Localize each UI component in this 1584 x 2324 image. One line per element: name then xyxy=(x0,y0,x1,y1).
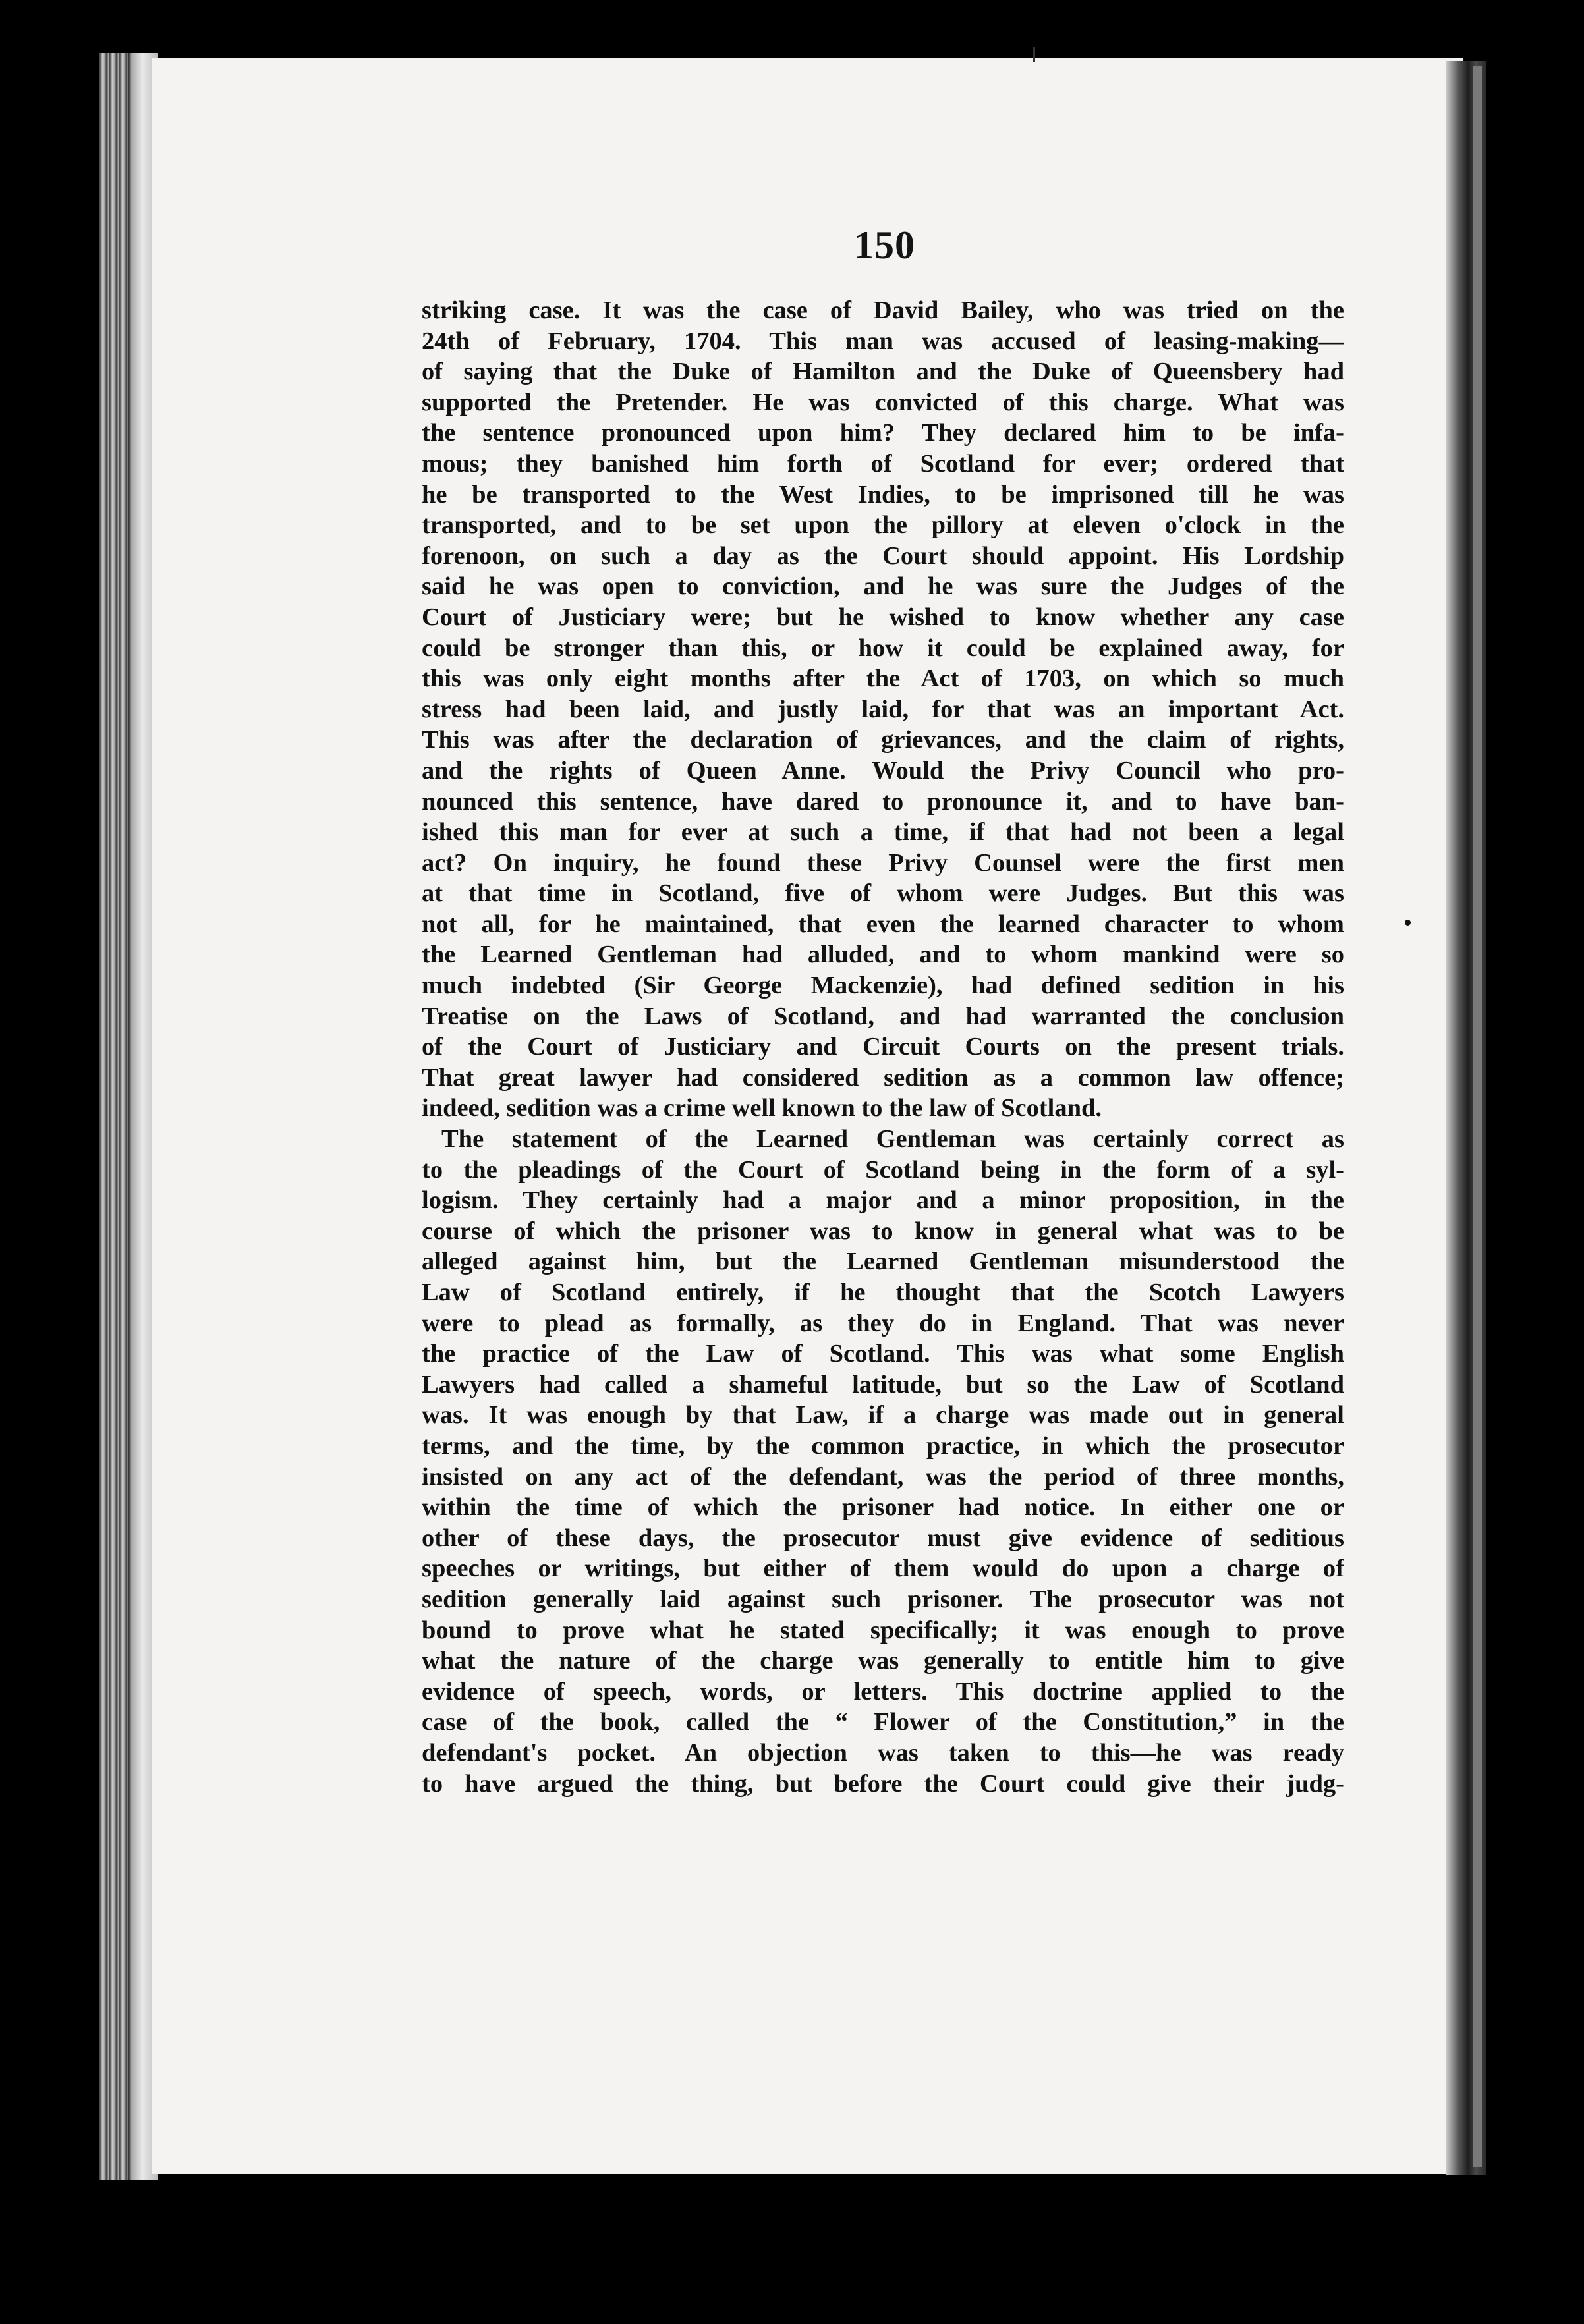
text-line: stress had been laid, and justly laid, for that was an important Act. xyxy=(422,695,1344,723)
margin-dot-mark xyxy=(1405,920,1411,926)
text-line: was. It was enough by that Law, if a charge was made out in general xyxy=(422,1401,1344,1429)
text-line: evidence of speech, words, or letters. This doctrine applied to the xyxy=(422,1677,1344,1705)
text-line: bound to prove what he stated specifically; it was enough to prove xyxy=(422,1616,1344,1644)
text-line: much indebted (Sir George Mackenzie), had defined sedition in his xyxy=(422,972,1344,1000)
text-line: forenoon, on such a day as the Court should appoint. His Lordship xyxy=(422,541,1344,570)
text-line: striking case. It was the case of David Bailey, who was tried on the xyxy=(422,296,1344,324)
text-line: were to plead as formally, as they do in England. That was never xyxy=(422,1309,1344,1337)
text-line: supported the Pretender. He was convicted of this charge. What was xyxy=(422,388,1344,416)
text-line: of the Court of Justiciary and Circuit Courts on the present trials. xyxy=(422,1033,1344,1061)
text-line: at that time in Scotland, five of whom were Judges. But this was xyxy=(422,879,1344,908)
text-line: he be transported to the West Indies, to be imprisoned till he was xyxy=(422,480,1344,509)
text-line: sedition generally laid against such prisoner. The prosecutor was not xyxy=(422,1585,1344,1613)
text-line: could be stronger than this, or how it could be explained away, for xyxy=(422,634,1344,662)
text-line: The statement of the Learned Gentleman was certainly correct as xyxy=(441,1125,1344,1153)
text-line: alleged against him, but the Learned Gentleman misunderstood the xyxy=(422,1248,1344,1276)
text-line: not all, for he maintained, that even the learned character to whom xyxy=(422,910,1344,938)
text-line: other of these days, the prosecutor must give evidence of seditious xyxy=(422,1524,1344,1552)
text-line: insisted on any act of the defendant, was the period of three months, xyxy=(422,1462,1344,1491)
text-line: the practice of the Law of Scotland. This was what some English xyxy=(422,1340,1344,1368)
text-line: what the nature of the charge was generally to entitle him to give xyxy=(422,1647,1344,1675)
text-line: nounced this sentence, have dared to pronounce it, and to have ban- xyxy=(422,787,1344,816)
text-line: to have argued the thing, but before the Court could give their judg- xyxy=(422,1769,1344,1798)
text-line: case of the book, called the “ Flower of the Constitution,” in the xyxy=(422,1708,1344,1736)
text-line: Treatise on the Laws of Scotland, and had warranted the conclusion xyxy=(422,1002,1344,1030)
page-number: 150 xyxy=(854,223,915,267)
text-line: said he was open to conviction, and he was sure the Judges of the xyxy=(422,572,1344,601)
text-line: course of which the prisoner was to know in general what was to be xyxy=(422,1217,1344,1245)
text-line: mous; they banished him forth of Scotland for ever; ordered that xyxy=(422,449,1344,478)
text-line: Law of Scotland entirely, if he thought that the Scotch Lawyers xyxy=(422,1279,1344,1306)
text-line: act? On inquiry, he found these Privy Counsel were the first men xyxy=(422,848,1344,877)
text-line: Lawyers had called a shameful latitude, but so the Law of Scotland xyxy=(422,1370,1344,1398)
text-line: to the pleadings of the Court of Scotland being in the form of a syl- xyxy=(422,1155,1344,1184)
text-line: indeed, sedition was a crime well known to the law of Scotland. xyxy=(422,1094,1102,1122)
scan-artifact-mark xyxy=(1033,47,1035,62)
text-line: defendant's pocket. An objection was taken to this—he was ready xyxy=(422,1738,1344,1767)
text-line: logism. They certainly had a major and a minor proposition, in the xyxy=(422,1186,1344,1215)
text-line: ished this man for ever at such a time, if that had not been a legal xyxy=(422,818,1344,846)
text-line: speeches or writings, but either of them would do upon a charge of xyxy=(422,1555,1344,1583)
text-line: the Learned Gentleman had alluded, and to whom mankind were so xyxy=(422,941,1344,969)
text-line: transported, and to be set upon the pillory at eleven o'clock in the xyxy=(422,511,1344,540)
text-line: Court of Justiciary were; but he wished to know whether any case xyxy=(422,603,1344,631)
text-line: This was after the declaration of grievances, and the claim of rights, xyxy=(422,726,1344,754)
text-line: this was only eight months after the Act of 1703, on which so much xyxy=(422,665,1344,693)
book-right-edge-highlight xyxy=(1473,66,1482,2167)
text-line: the sentence pronounced upon him? They declared him to be infa- xyxy=(422,419,1344,447)
body-text xyxy=(422,295,1344,1799)
text-line: terms, and the time, by the common practice, in which the prosecutor xyxy=(422,1431,1344,1460)
text-line: within the time of which the prisoner had notice. In either one or xyxy=(422,1493,1344,1522)
text-line: and the rights of Queen Anne. Would the Privy Council who pro- xyxy=(422,756,1344,785)
text-line: of saying that the Duke of Hamilton and the Duke of Queensbery had xyxy=(422,358,1344,386)
text-line: 24th of February, 1704. This man was accused of leasing-making— xyxy=(422,327,1344,355)
text-line: That great lawyer had considered sedition as a common law offence; xyxy=(422,1063,1344,1092)
